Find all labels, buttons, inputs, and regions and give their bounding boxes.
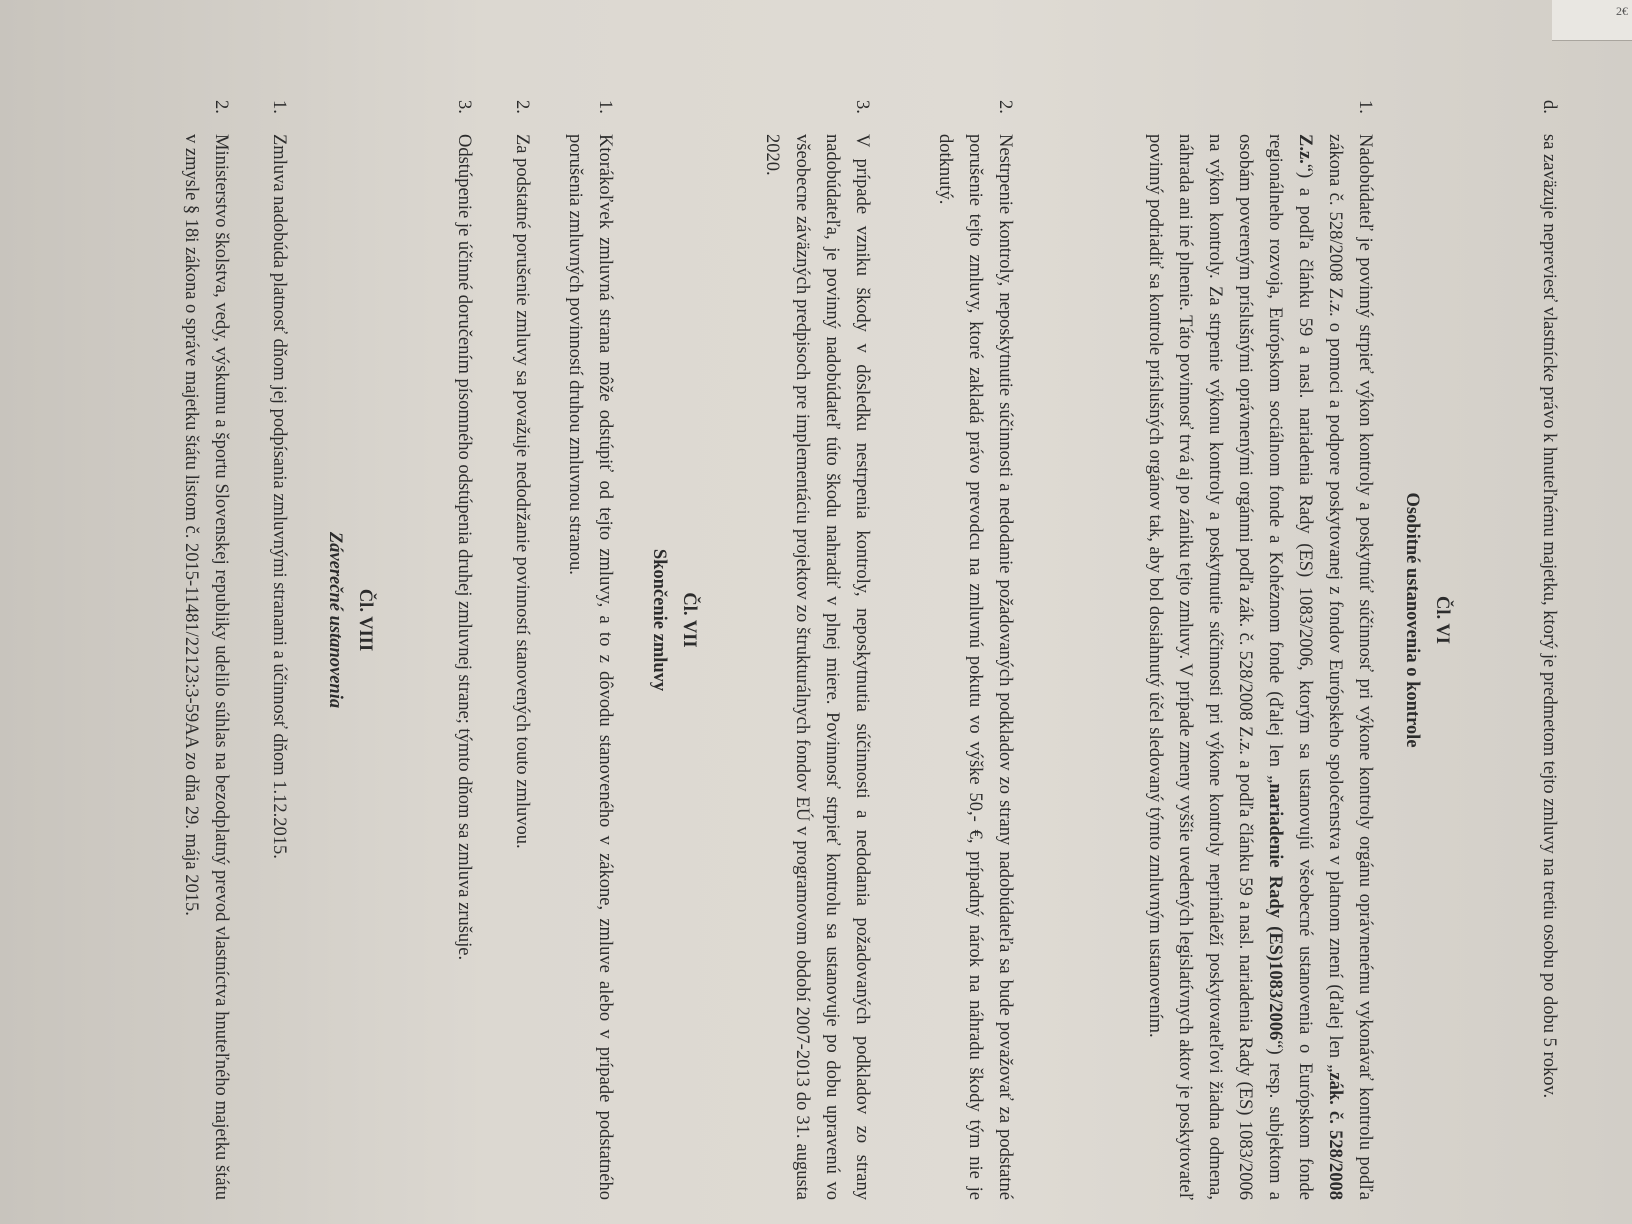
article-7-number: Čl. VII [679,592,699,648]
text-part: Nadobúdateľ je povinný strpieť výkon kontroly a poskytnúť súčinnosť pri výkone kontroly orgánu oprávnenému vykonávať kontrolu podľa zákona č. 528/2008 Z.z. o pomoci a podpore poskytovanej z fondov Európskeho spoločenstva v platnom znení (ďalej len „ [1325,134,1375,1200]
item-number: 3. [454,100,474,114]
underlying-page-corner [1552,0,1632,41]
text-part: “) resp. subjektom a osobám povereným príslušnými oprávnenými orgánmi podľa zák. č. 528/2008 Z.z. a podľa článku 59 a nasl. nariadenia Rady (ES) 1083/2006 na výkon kontroly. Za strpenie výkonu kontroly a poskytnutie súčinnosti pri výkone kontroly neprináleží poskytovateľovi žiadna odmena, náhrada ani iné plnenie. Táto povinnosť trvá aj po zániku tejto zmluvy. V prípade zmeny vyššie uvedených legislatívnych aktov je poskytovateľ povinný podriadiť sa kontrole príslušných orgánov tak, aby bol dosiahnutý účel sledovaný týmto zmluvným ustanovením. [1145,134,1285,1200]
text-part: “) a podľa článku 59 a nasl. nariadenia Rady (ES) 1083/2006, ktorým sa ustanovujú všeobecné ustanovenia o Európskom fonde regionálneho rozvoja, Európskom sociálnom fonde a Kohéznom fonde (ďalej len „ [1265,134,1315,1200]
item-text: sa zaväzuje nepreviesť vlastnícke právo k hnuteľnému majetku, ktorý je predmetom tejto zmluvy na tretiu osobu po dobu 5 rokov. [1539,134,1559,1099]
rotated-page-content [52,40,1612,1200]
item-text: Odstúpenie je účinné doručením písomného odstúpenia druhej zmluvnej strane; týmto dňom sa zmluva zrušuje. [454,134,474,961]
corner-mark: 2€ [1616,4,1628,18]
article-8-title: Záverečné ustanovenia [325,531,345,709]
page-text [52,40,1612,1200]
article-8-item-1 [264,100,294,1200]
article-6-item-1 [1140,100,1380,1200]
item-number: 2. [512,100,532,114]
item-text [1140,134,1380,1200]
item-text: Ktorákoľvek zmluvná strana môže odstúpiť od tejto zmluvy, a to z dôvodu stanoveného v zákone, zmluve alebo v prípade podstatného porušenia zmluvných povinností druhou zmluvnou stranou. [565,134,615,1200]
item-number: 3. [852,100,872,114]
item-text: Nestrpenie kontroly, neposkytnutie súčinnosti a nedodanie požadovaných podkladov zo strany nadobúdateľa sa bude považovať za podstatné porušenie tejto zmluvy, ktoré zakladá právo prevodcu na zmluvnú pokutu vo výške 50,- €, prípadný nárok na náhradu škody tým nie je dotknutý. [935,134,1015,1200]
article-6-title: Osobitné ustanovenia o kontrole [1402,492,1422,748]
article-6-number: Čl. VI [1432,596,1452,644]
article-8-number: Čl. VIII [355,588,375,652]
item-number: 2. [211,100,231,114]
article-6-item-3 [757,100,877,1200]
item-number: 1. [1355,100,1375,114]
bold-term: nariadenie Rady (ES)1083/2006 [1265,783,1285,1041]
item-number: 1. [269,100,289,114]
item-text: Za podstatné porušenie zmluvy sa považuje nedodržanie povinností stanovených touto zmluvou. [512,134,532,849]
list-item-d [1534,100,1564,1200]
article-7-title: Skončenie zmluvy [649,548,669,692]
item-text: Ministerstvo školstva, vedy, výskumu a športu Slovenskej republiky udelilo súhlas na bezodplatný prevod vlastníctva hnuteľného majetku štátu v zmysle § 18i zákona o správe majetku štátu listom č. 2015-11481/22123:3-59AA zo dňa 29. mája 2015. [181,134,231,1200]
article-7-item-3 [449,100,479,1200]
article-7-item-2 [507,100,537,1200]
item-number: 2. [995,100,1015,114]
bold-term: zák. č. 528/2008 Z.z. [1295,134,1345,1200]
item-number: 1. [595,100,615,114]
article-7-item-1 [560,100,620,1200]
article-8-item-2 [176,100,236,1200]
item-label: d. [1539,100,1559,114]
article-6-item-2 [930,100,1020,1200]
item-text: V prípade vzniku škody v dôsledku nestrpenia kontroly, neposkytnutia súčinnosti a nedodania požadovaných podkladov zo strany nadobúdateľa, je povinný nadobúdateľ túto škodu nahradiť v plnej miere. Povinnosť strpieť kontrolu sa ustanovuje po dobu upravenú vo všeobecne záväzných predpisoch pre implementáciu projektov zo štrukturálnych fondov EÚ v programovom období 2007-2013 do 31. augusta 2020. [762,134,872,1200]
item-text: Zmluva nadobúda platnosť dňom jej podpísania zmluvnými stranami a účinnosť dňom 1.12.2015. [269,134,289,859]
